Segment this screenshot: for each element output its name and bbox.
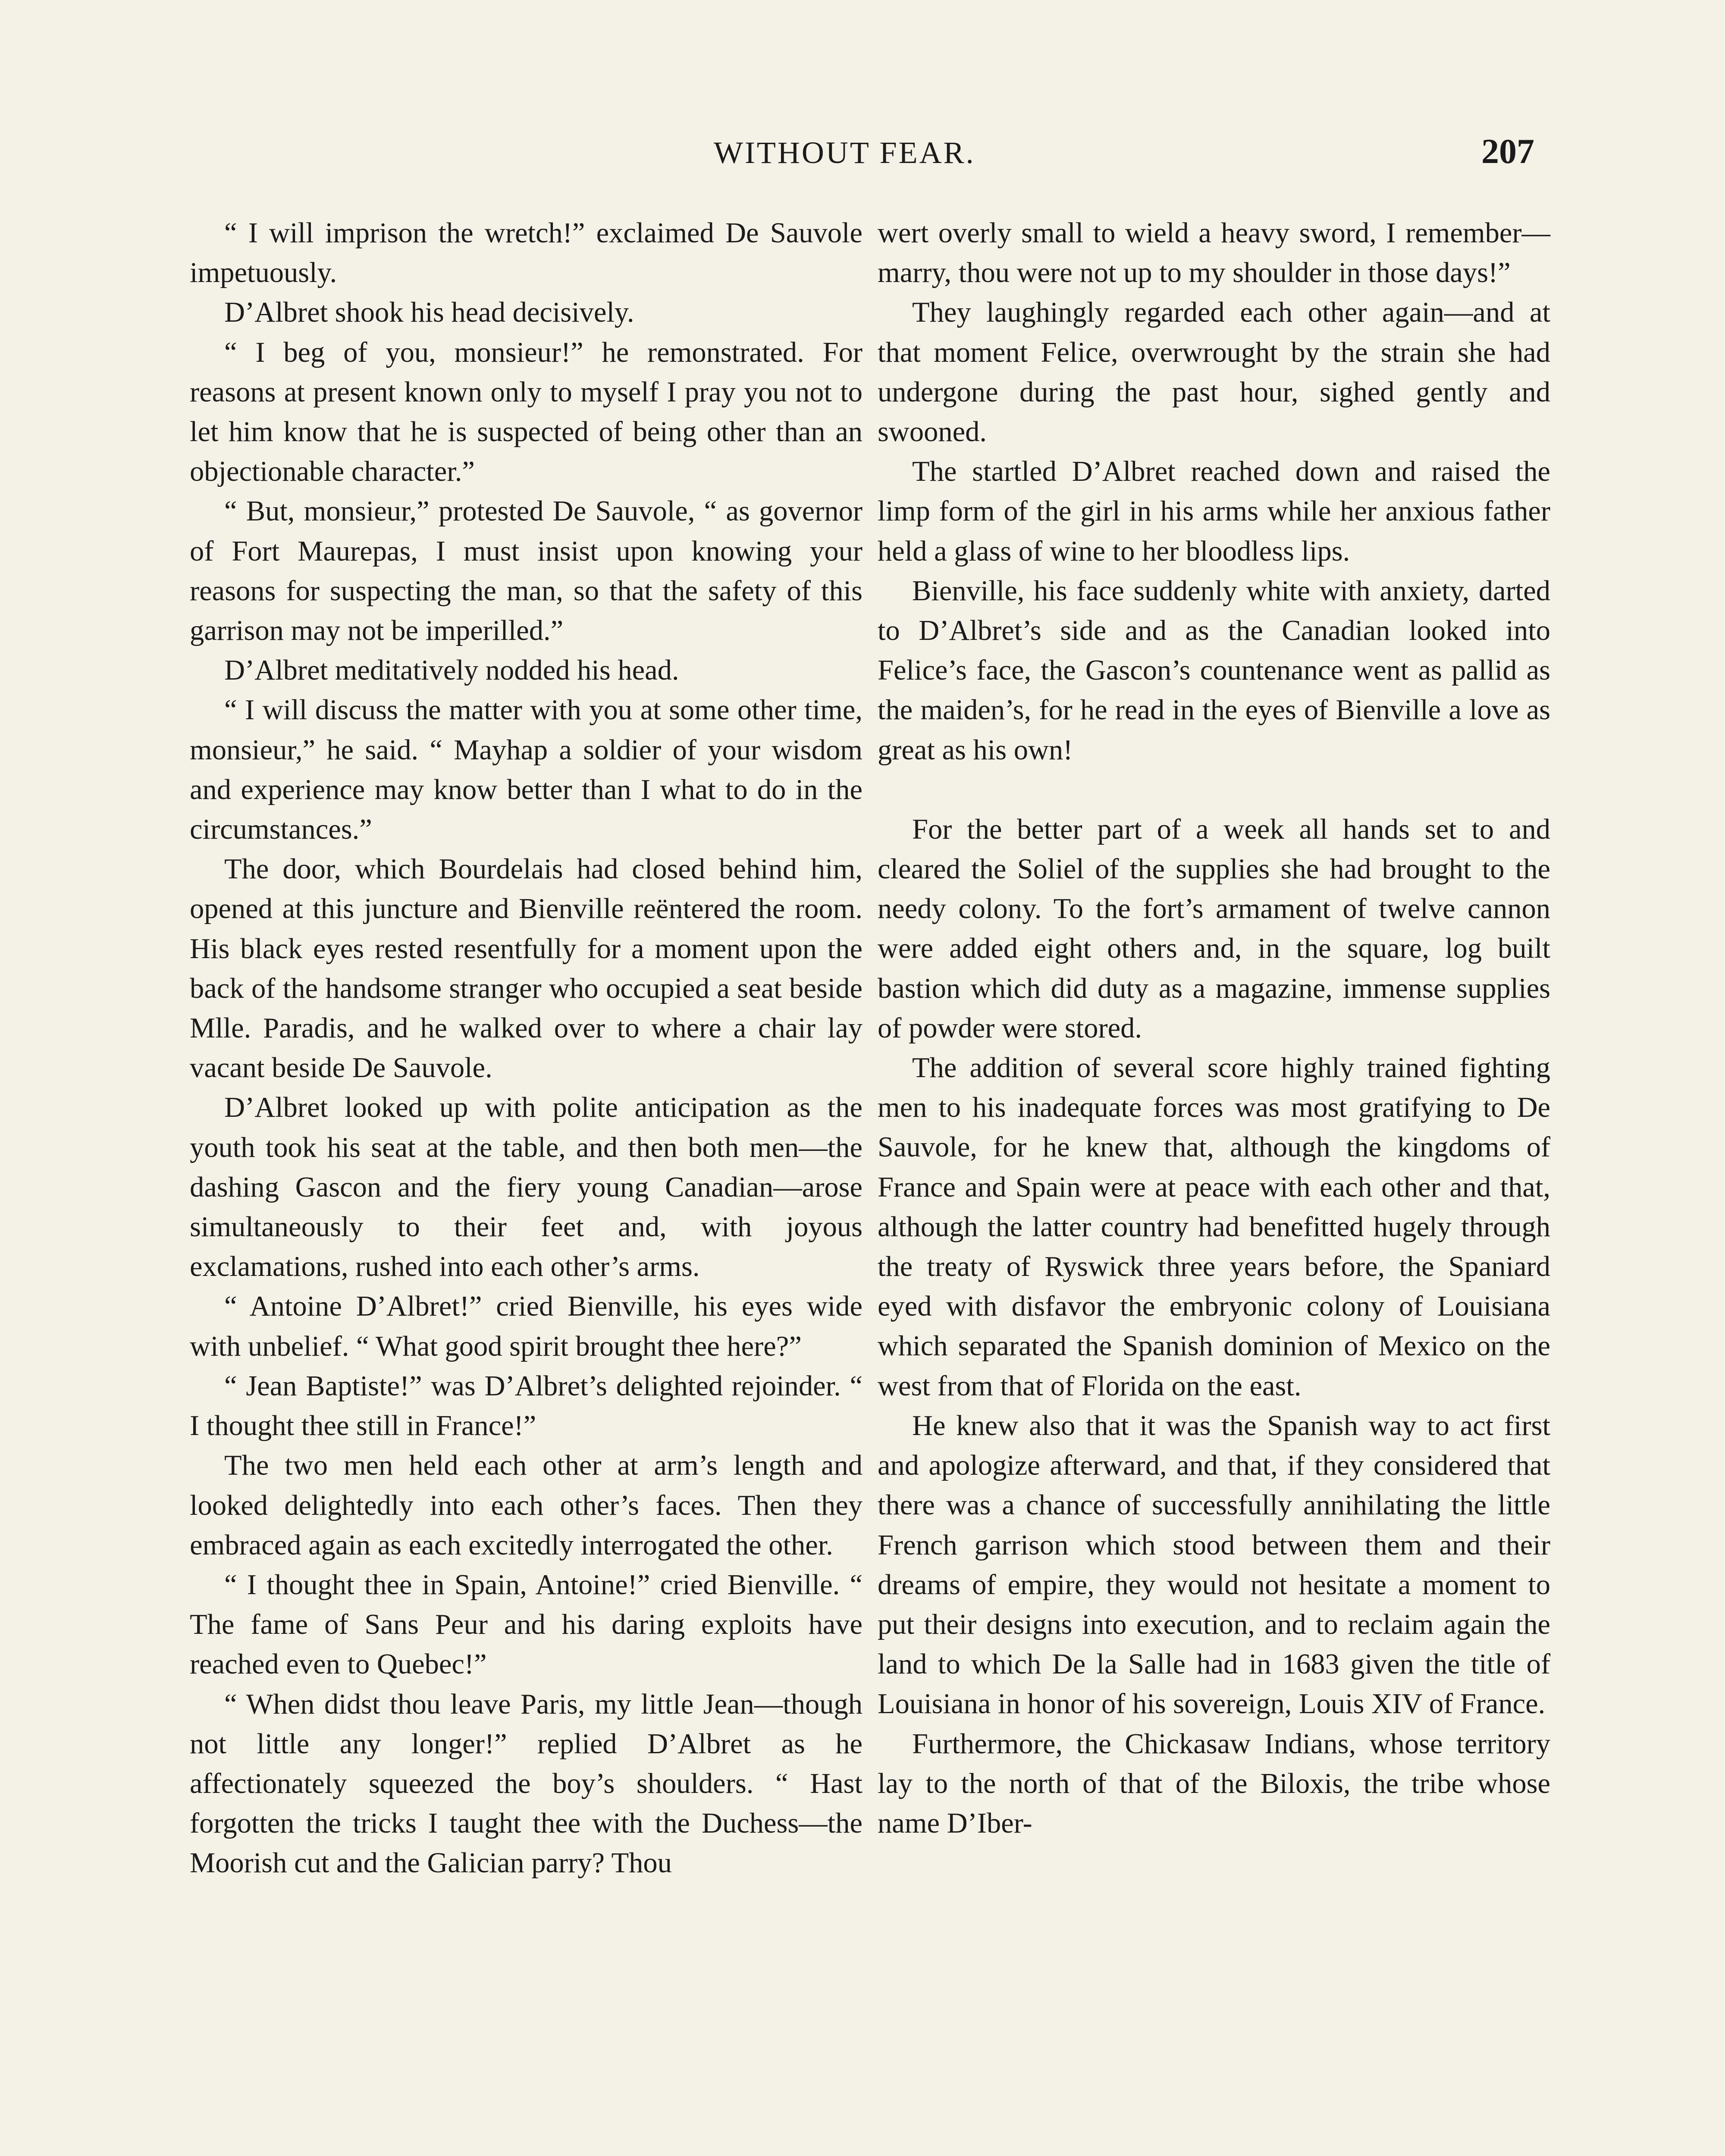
paragraph: He knew also that it was the Spanish way to act first and apologize afterward, and that, if they considered that there was a chance of successfully annihilating the little French garrison which stood between them and their dreams of empire, they would not hesitate a moment to put their designs into execution, and to reclaim again the land to which De la Salle had in 1683 given the title of Louisiana in honor of his sovereign, Louis XIV of France. <box>878 1410 1550 1720</box>
paragraph: “ I beg of you, monsieur!” he remonstrated. For reasons at present known only to myself I pray you not to let him know that he is suspected of being other than an objectionable character.” <box>190 336 862 488</box>
paragraph: Furthermore, the Chickasaw Indians, whose territory lay to the north of that of the Biloxis, the tribe whose name D’Iber- <box>878 1728 1550 1839</box>
paragraph: “ Jean Baptiste!” was D’Albret’s delighted rejoinder. “ I thought thee still in France!” <box>190 1370 862 1442</box>
page-number: 207 <box>1481 132 1534 171</box>
paragraph: D’Albret looked up with polite anticipation as the youth took his seat at the table, and then both men—the dashing Gascon and the fiery young Canadian—arose simultaneously to their feet and, with joyous exclamations, rushed into each other’s arms. <box>190 1092 862 1283</box>
paragraph: wert overly small to wield a heavy sword, I remember—marry, thou were not up to my shoulder in those days!” <box>878 217 1550 289</box>
paragraph: “ I thought thee in Spain, Antoine!” cried Bienville. “ The fame of Sans Peur and his daring exploits have reached even to Quebec!” <box>190 1569 862 1680</box>
paragraph: For the better part of a week all hands set to and cleared the Soliel of the supplies she had brought to the needy colony. To the fort’s armament of twelve cannon were added eight others and, in the square, log built bastion which did duty as a magazine, immense supplies of powder were stored. <box>878 813 1550 1044</box>
paragraph: Bienville, his face suddenly white with anxiety, darted to D’Albret’s side and as the Canadian looked into Felice’s face, the Gascon’s countenance went as pallid as the maiden’s, for he read in the eyes of Bienville a love as great as his own! <box>878 575 1550 766</box>
paragraph: The startled D’Albret reached down and raised the limp form of the girl in his arms while her anxious father held a glass of wine to her bloodless lips. <box>878 456 1550 567</box>
paragraph: “ Antoine D’Albret!” cried Bienville, his eyes wide with unbelief. “ What good spirit brought thee here?” <box>190 1291 862 1362</box>
paragraph: D’Albret shook his head decisively. <box>224 297 634 329</box>
paragraph: “ I will imprison the wretch!” exclaimed De Sauvole impetuously. <box>190 217 862 289</box>
paragraph: The addition of several score highly trained fighting men to his inadequate forces was most gratifying to De Sauvole, for he knew that, although the kingdoms of France and Spain were at peace with each other and that, although the latter country had benefitted hugely through the treaty of Ryswick three years before, the Spaniard eyed with disfavor the embryonic colony of Louisiana which separated the Spanish dominion of Mexico on the west from that of Florida on the east. <box>878 1052 1550 1402</box>
paragraph: The door, which Bourdelais had closed behind him, opened at this juncture and Bienville reëntered the room. His black eyes rested resentfully for a moment upon the back of the handsome stranger who occupied a seat beside Mlle. Paradis, and he walked over to where a chair lay vacant beside De Sauvole. <box>190 853 862 1084</box>
paragraph: “ I will discuss the matter with you at some other time, monsieur,” he said. “ Mayhap a soldier of your wisdom and experience may know better than I what to do in the circumstances.” <box>190 694 862 846</box>
paragraph: The two men held each other at arm’s length and looked delightedly into each other’s faces. Then they embraced again as each excitedly interrogated the other. <box>190 1450 862 1561</box>
paragraph: They laughingly regarded each other again—and at that moment Felice, overwrought by the strain she had undergone during the past hour, sighed gently and swooned. <box>878 297 1550 448</box>
paragraph: D’Albret meditatively nodded his head. <box>224 655 679 686</box>
left-column <box>190 213 862 1883</box>
paragraph: “ When didst thou leave Paris, my little Jean—though not little any longer!” replied D’Albret as he affectionately squeezed the boy’s shoulders. “ Hast forgotten the tricks I taught thee with the Duchess—the Moorish cut and the Galician parry? Thou <box>190 1688 862 1879</box>
paragraph: “ But, monsieur,” protested De Sauvole, “ as governor of Fort Maurepas, I must insist upon knowing your reasons for suspecting the man, so that the safety of this garrison may not be imperilled.” <box>190 495 862 647</box>
right-column <box>878 213 1550 1843</box>
running-head: WITHOUT FEAR. <box>714 135 975 170</box>
